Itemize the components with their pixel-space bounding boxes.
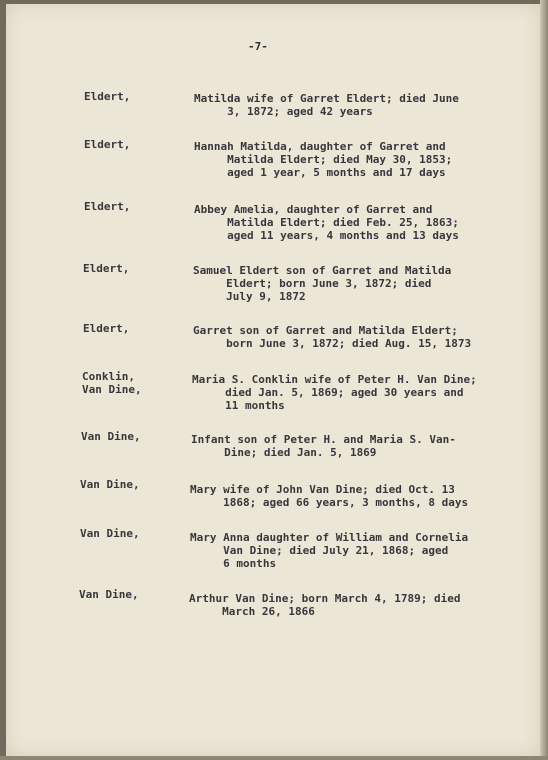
entry-text: Mary wife of John Van Dine; died Oct. 13 1868; aged 66 years, 3 months, 8 days [190, 483, 469, 509]
entry-surname: Eldert, [83, 322, 130, 335]
entry-surname: Van Dine, [80, 527, 140, 540]
entry-text: Maria S. Conklin wife of Peter H. Van Dine; died Jan. 5, 1869; aged 30 years and 11 months [192, 373, 477, 412]
entry-surname: Eldert, [84, 90, 131, 103]
entry-text: Hannah Matilda, daughter of Garret and Matilda Eldert; died May 30, 1853; aged 1 year, 5 months and 17 days [194, 140, 453, 179]
entry-surname: Van Dine, [81, 430, 141, 443]
entry-surname: Eldert, [83, 262, 130, 275]
page-number: -7- [248, 40, 268, 53]
page-edge-bottom [0, 756, 548, 760]
entry-text: Abbey Amelia, daughter of Garret and Matilda Eldert; died Feb. 25, 1863; aged 11 years, 4 months and 13 days [194, 203, 459, 242]
entry-text: Garret son of Garret and Matilda Eldert; born June 3, 1872; died Aug. 15, 1873 [193, 324, 472, 350]
entry-surname: Conklin, Van Dine, [82, 370, 142, 396]
entry-text: Infant son of Peter H. and Maria S. Van- Dine; died Jan. 5, 1869 [191, 433, 456, 459]
entry-surname: Van Dine, [80, 478, 140, 491]
entry-surname: Eldert, [84, 200, 131, 213]
page-edge-right [540, 0, 548, 760]
entry-text: Arthur Van Dine; born March 4, 1789; died March 26, 1866 [189, 592, 461, 618]
entry-text: Matilda wife of Garret Eldert; died June 3, 1872; aged 42 years [194, 92, 459, 118]
entry-surname: Eldert, [84, 138, 131, 151]
entry-surname: Van Dine, [79, 588, 139, 601]
entry-text: Mary Anna daughter of William and Cornelia Van Dine; died July 21, 1868; aged 6 months [190, 531, 469, 570]
entry-text: Samuel Eldert son of Garret and Matilda Eldert; born June 3, 1872; died July 9, 1872 [193, 264, 452, 303]
